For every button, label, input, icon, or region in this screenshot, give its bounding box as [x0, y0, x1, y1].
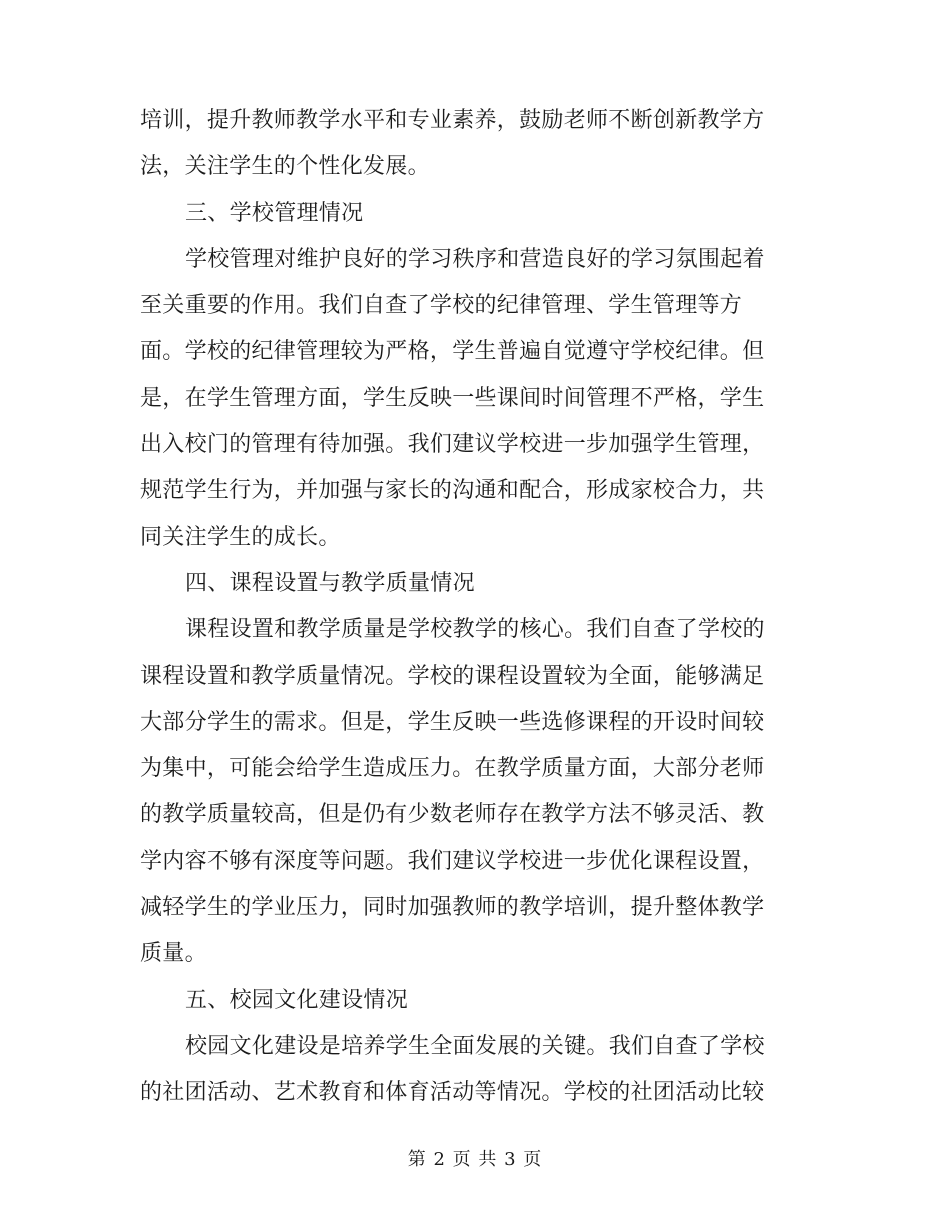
text-line: 质量。 [140, 941, 207, 967]
text-line: 减轻学生的学业压力，同时加强教师的教学培训，提升整体教学 [140, 895, 765, 921]
text-line: 是，在学生管理方面，学生反映一些课间时间管理不严格，学生 [140, 385, 765, 411]
page-footer: 第 2 页 共 3 页 [407, 1149, 543, 1170]
text-line: 校园文化建设是培养学生全面发展的关键。我们自查了学校 [185, 1033, 765, 1059]
text-line: 培训，提升教师教学水平和专业素养，鼓励老师不断创新教学方 [140, 108, 765, 133]
document-body [140, 98, 800, 1117]
text-line: 面。学校的纪律管理较为严格，学生普遍自觉遵守学校纪律。但 [140, 339, 765, 365]
text-line: 四、课程设置与教学质量情况 [185, 570, 475, 596]
text-line: 大部分学生的需求。但是，学生反映一些选修课程的开设时间较 [140, 709, 765, 735]
text-line: 课程设置和教学质量情况。学校的课程设置较为全面，能够满足 [140, 663, 765, 689]
text-line: 课程设置和教学质量是学校教学的核心。我们自查了学校的 [185, 617, 765, 643]
text-line: 法，关注学生的个性化发展。 [140, 154, 430, 180]
text-line: 五、校园文化建设情况 [185, 987, 409, 1013]
text-line: 三、学校管理情况 [185, 200, 364, 226]
text-line: 学校管理对维护良好的学习秩序和营造良好的学习氛围起着 [185, 246, 765, 272]
text-line: 至关重要的作用。我们自查了学校的纪律管理、学生管理等方 [140, 293, 743, 319]
text-line: 同关注学生的成长。 [140, 524, 341, 550]
text-line: 的教学质量较高，但是仍有少数老师存在教学方法不够灵活、教 [140, 802, 765, 828]
text-line: 规范学生行为，并加强与家长的沟通和配合，形成家校合力，共 [140, 478, 765, 504]
text-line: 的社团活动、艺术教育和体育活动等情况。学校的社团活动比较 [140, 1080, 765, 1106]
text-line: 学内容不够有深度等问题。我们建议学校进一步优化课程设置， [140, 848, 765, 874]
text-line: 出入校门的管理有待加强。我们建议学校进一步加强学生管理， [140, 432, 765, 458]
text-line: 为集中，可能会给学生造成压力。在教学质量方面，大部分老师 [140, 756, 765, 782]
